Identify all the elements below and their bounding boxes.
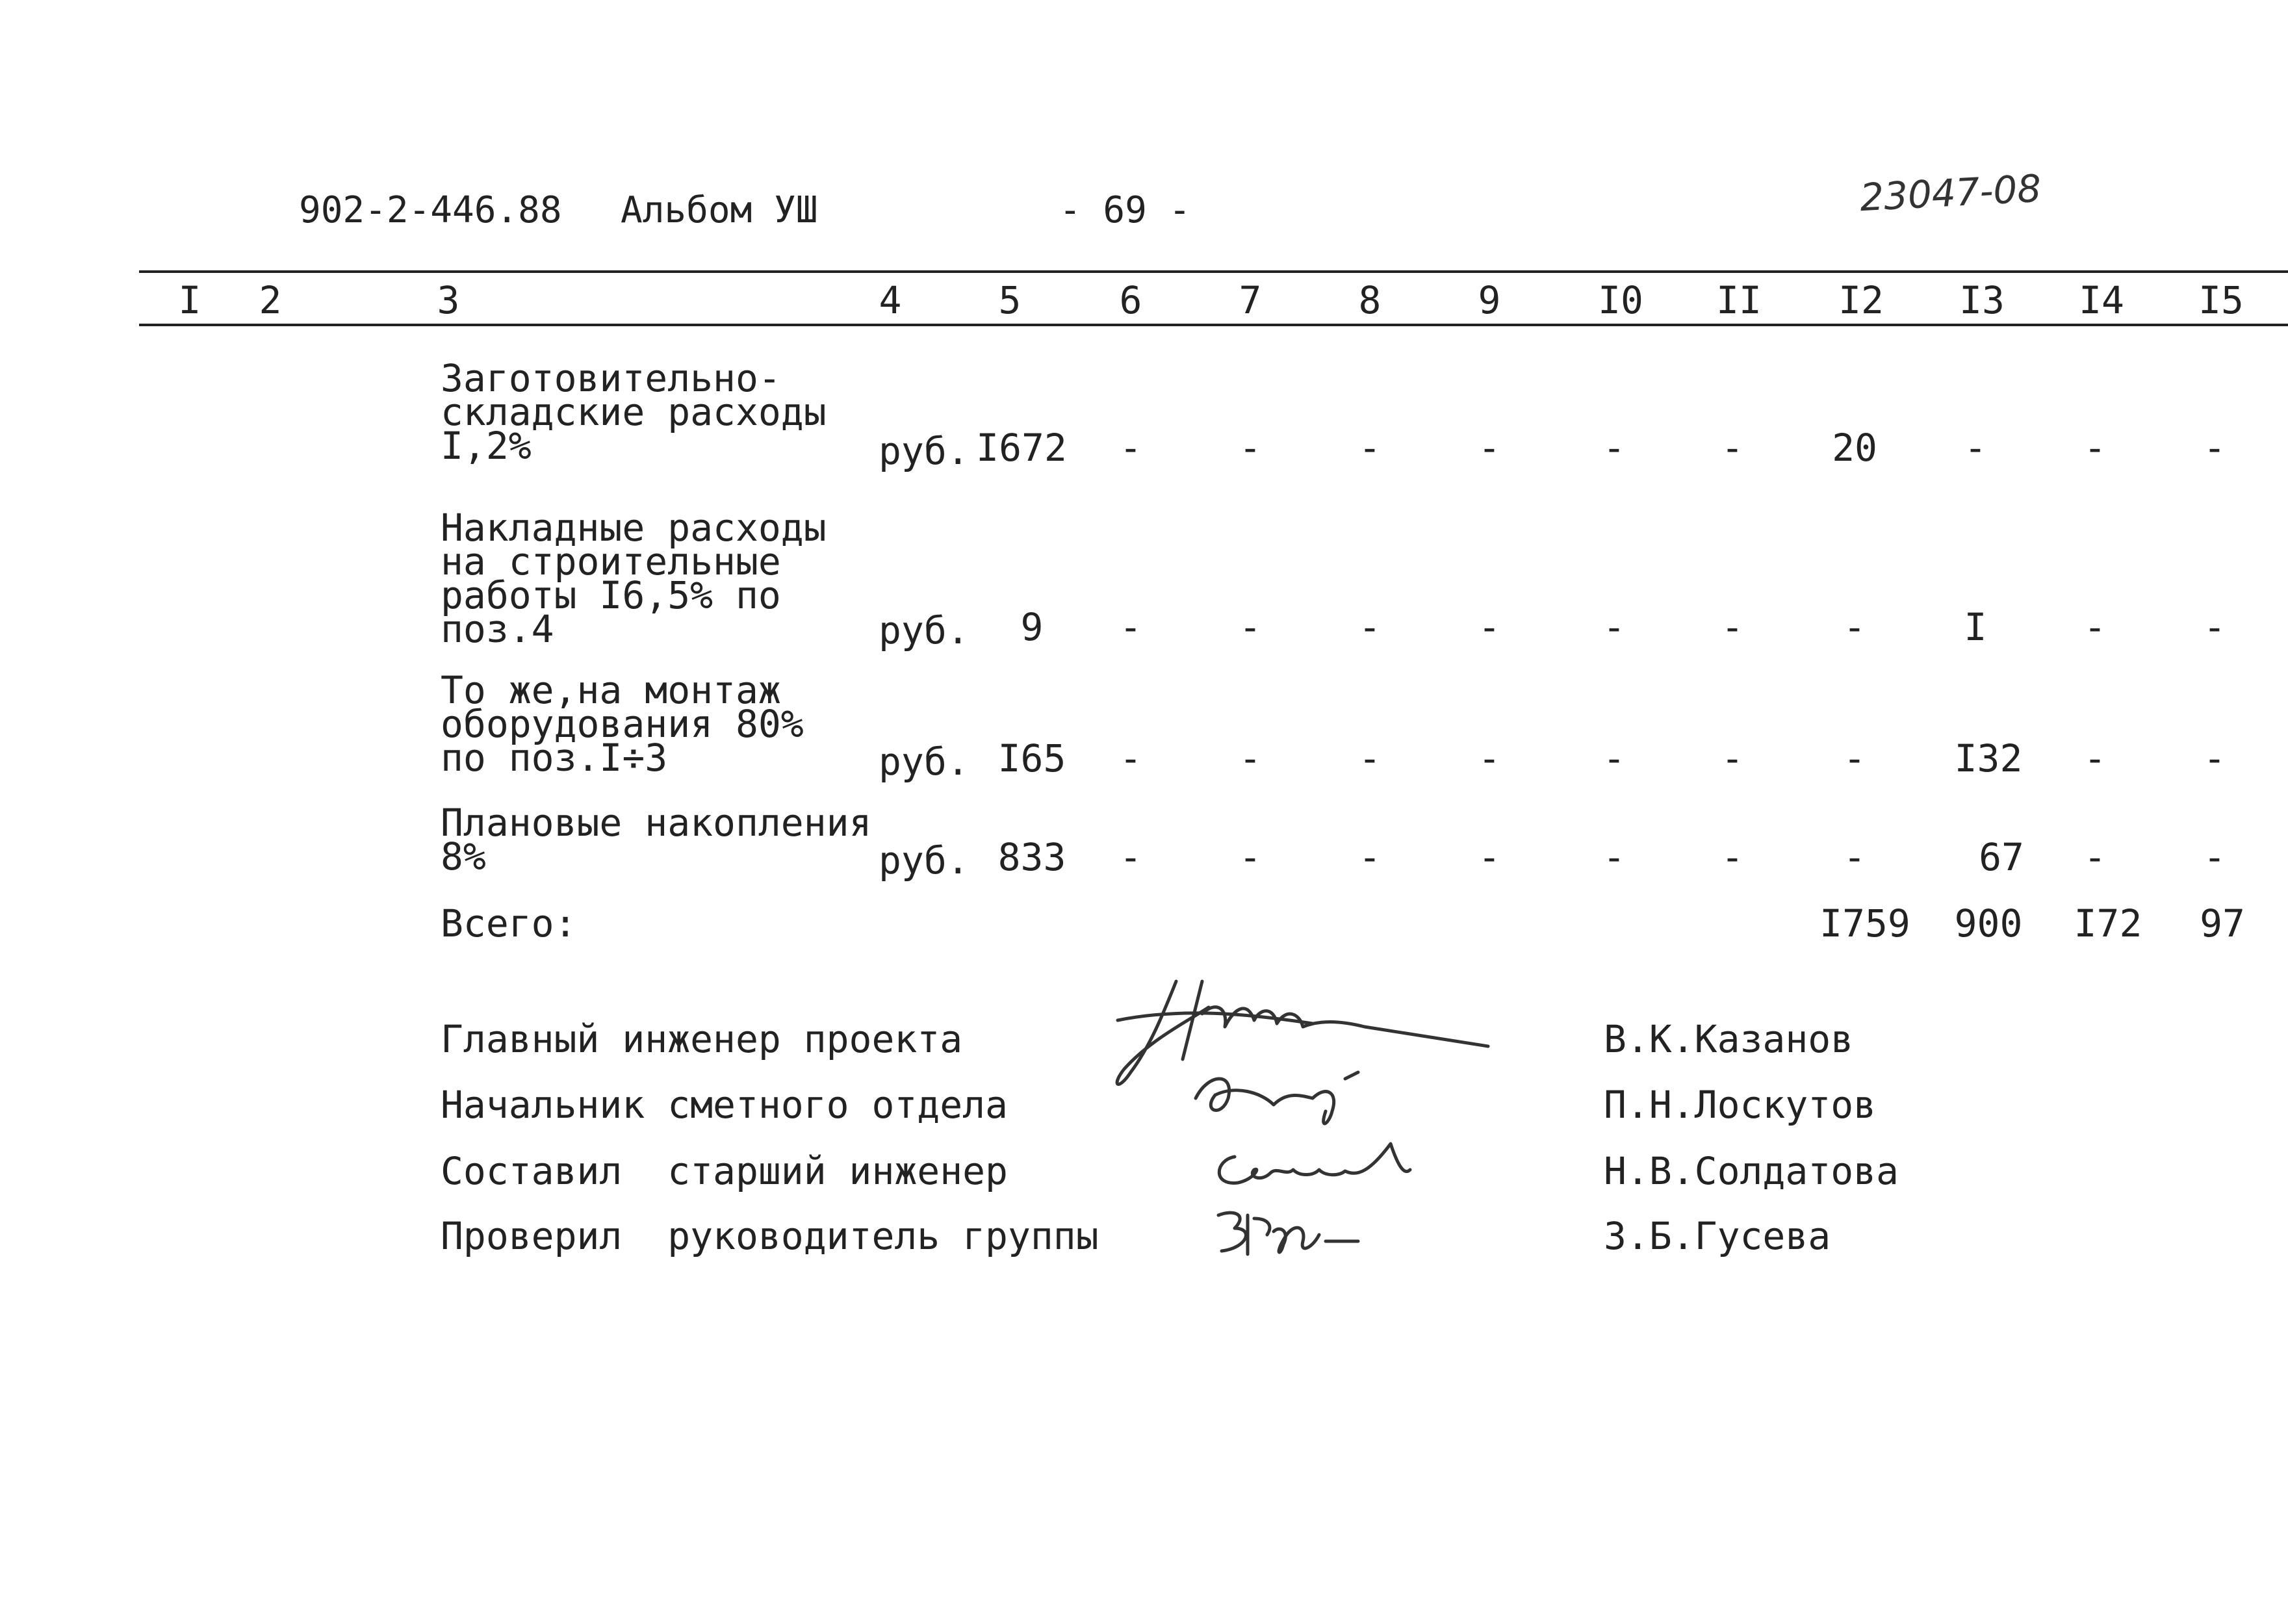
cell-col15: - xyxy=(2203,605,2226,649)
total-col13: 900 xyxy=(1954,901,2023,946)
column-number: 9 xyxy=(1478,278,1501,322)
signature-3-drawing xyxy=(1209,1131,1430,1202)
total-col14: I72 xyxy=(2074,901,2142,946)
cell-col12: - xyxy=(1843,736,1866,780)
cell-col7: - xyxy=(1239,835,1262,879)
cell-col14: - xyxy=(2083,605,2107,649)
cell-col14: - xyxy=(2083,426,2107,470)
cell-col12: - xyxy=(1843,835,1866,879)
cell-col13: I xyxy=(1964,605,1987,649)
cell-col11: - xyxy=(1721,736,1744,780)
row-unit: руб. xyxy=(879,838,970,883)
cell-col7: - xyxy=(1239,605,1262,649)
cell-col6: - xyxy=(1119,736,1142,780)
column-number: 4 xyxy=(879,278,902,322)
signatory-title: Главный инженер проекта xyxy=(441,1017,963,1061)
cell-col13: 67 xyxy=(1979,835,2024,879)
total-col12: I759 xyxy=(1819,901,1910,946)
table-header-bottom-rule xyxy=(139,324,2288,326)
cell-col15: - xyxy=(2203,736,2226,780)
column-number: 5 xyxy=(998,278,1022,322)
cell-col6: - xyxy=(1119,605,1142,649)
column-number: 8 xyxy=(1358,278,1382,322)
column-number: 6 xyxy=(1119,278,1142,322)
signatory-name: В.К.Казанов xyxy=(1604,1017,1854,1061)
cell-col7: - xyxy=(1239,736,1262,780)
signatory-title: Начальник сметного отдела xyxy=(441,1083,1008,1127)
cell-col9: - xyxy=(1478,605,1501,649)
column-number: I3 xyxy=(1959,278,2005,322)
column-number: I0 xyxy=(1598,278,1643,322)
cell-col6: - xyxy=(1119,835,1142,879)
signatory-title: Проверил руководитель группы xyxy=(441,1214,1099,1258)
table-top-rule xyxy=(139,270,2288,273)
cell-col9: - xyxy=(1478,736,1501,780)
cell-col10: - xyxy=(1602,736,1626,780)
signatory-name: П.Н.Лоскутов xyxy=(1604,1083,1877,1127)
total-col15: 97 xyxy=(2200,901,2245,946)
row-unit: руб. xyxy=(879,608,970,652)
cell-col15: - xyxy=(2203,835,2226,879)
signatory-name: Н.В.Солдатова xyxy=(1604,1149,1899,1193)
signature-2-drawing xyxy=(1183,1059,1391,1137)
cell-col13: - xyxy=(1964,426,1987,470)
cell-col8: - xyxy=(1358,736,1382,780)
column-number: 2 xyxy=(259,278,282,322)
column-number: 7 xyxy=(1239,278,1262,322)
cell-col13: I32 xyxy=(1954,736,2023,780)
column-number: 3 xyxy=(437,278,460,322)
row-description: Заготовительно- складские расходы I,2% xyxy=(441,356,827,468)
cell-col11: - xyxy=(1721,426,1744,470)
cell-col5: I672 xyxy=(976,426,1067,470)
cell-col14: - xyxy=(2083,736,2107,780)
column-number: I5 xyxy=(2198,278,2244,322)
column-number: I2 xyxy=(1838,278,1884,322)
column-number: II xyxy=(1716,278,1762,322)
signatory-name: З.Б.Гусева xyxy=(1604,1214,1831,1258)
cell-col5: I65 xyxy=(997,736,1066,780)
cell-col10: - xyxy=(1602,426,1626,470)
cell-col9: - xyxy=(1478,426,1501,470)
cell-col11: - xyxy=(1721,835,1744,879)
total-label: Всего: xyxy=(441,901,577,946)
row-description: Плановые накопления 8% xyxy=(441,801,872,879)
cell-col5: 833 xyxy=(997,835,1066,879)
column-number: I xyxy=(178,278,201,322)
column-number: I4 xyxy=(2079,278,2124,322)
cell-col6: - xyxy=(1119,426,1142,470)
cell-col12: - xyxy=(1843,605,1866,649)
document-code: 902-2-446.88 xyxy=(299,189,562,231)
cell-col11: - xyxy=(1721,605,1744,649)
page-number: - 69 - xyxy=(1059,189,1191,231)
cell-col10: - xyxy=(1602,605,1626,649)
cell-col5: 9 xyxy=(1020,605,1044,649)
row-unit: руб. xyxy=(879,429,970,473)
cell-col14: - xyxy=(2083,835,2107,879)
cell-col12: 20 xyxy=(1832,426,1877,470)
row-description: Накладные расходы на строительные работы I6,5% по поз.4 xyxy=(441,506,827,651)
signature-4-drawing xyxy=(1209,1196,1365,1267)
cell-col8: - xyxy=(1358,426,1382,470)
cell-col9: - xyxy=(1478,835,1501,879)
signatory-title: Составил старший инженер xyxy=(441,1149,1008,1193)
row-unit: руб. xyxy=(879,740,970,784)
album-label: Альбом УШ xyxy=(621,189,818,231)
handwritten-number: 23047-08 xyxy=(1858,166,2042,220)
row-description: То же,на монтаж оборудования 80% по поз.I÷3 xyxy=(441,668,804,780)
cell-col10: - xyxy=(1602,835,1626,879)
cell-col8: - xyxy=(1358,835,1382,879)
cell-col8: - xyxy=(1358,605,1382,649)
cell-col15: - xyxy=(2203,426,2226,470)
cell-col7: - xyxy=(1239,426,1262,470)
